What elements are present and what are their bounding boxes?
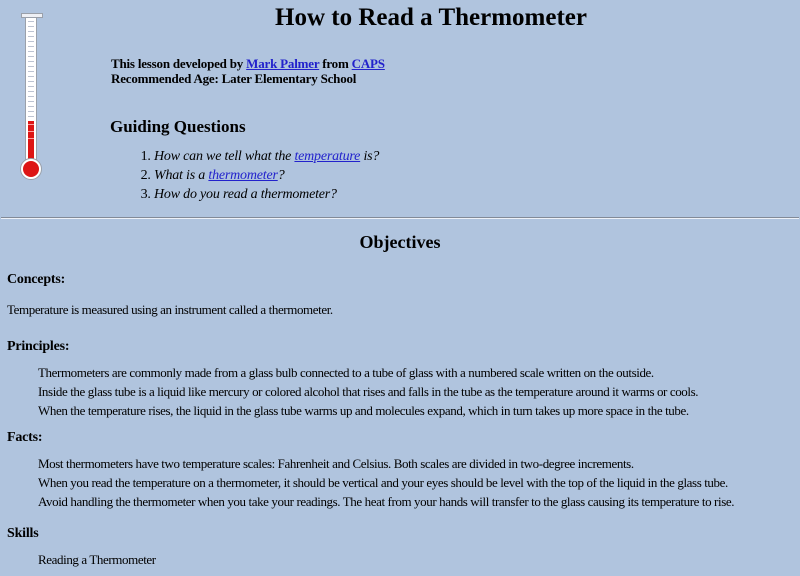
concepts-label: Concepts: xyxy=(7,272,66,287)
page-title: How to Read a Thermometer xyxy=(275,4,587,31)
guiding-question-3 xyxy=(154,185,752,204)
objectives-section xyxy=(0,231,800,569)
lesson-credit xyxy=(111,56,752,86)
skills-list xyxy=(7,550,793,569)
concepts-text: Temperature is measured using an instrument called a thermometer. xyxy=(7,302,333,317)
question-text: How can we tell what the xyxy=(154,149,295,164)
guiding-question-1 xyxy=(154,147,752,166)
thermometer-link[interactable]: thermometer xyxy=(208,168,278,183)
principle-text: Thermometers are commonly made from a glass bulb connected to a tube of glass with a numbered scale written on the outside. xyxy=(38,365,654,380)
fact-text: Avoid handling the thermometer when you take your readings. The heat from your hands will transfer to the glass causing its temperature to rise. xyxy=(38,494,735,509)
page-header xyxy=(0,0,800,204)
thermometer-cap xyxy=(21,13,43,18)
fact-text: When you read the temperature on a thermometer, it should be vertical and your eyes should be level with the top of the liquid in the glass tube. xyxy=(38,475,728,490)
list-item xyxy=(38,492,793,511)
list-item xyxy=(38,363,793,382)
thermometer-icon xyxy=(15,13,49,181)
principle-text: When the temperature rises, the liquid in the glass tube warms up and molecules expand, which in turn takes up more space in the tube. xyxy=(38,403,689,418)
question-text: What is a xyxy=(154,168,209,183)
recommended-age: Recommended Age: Later Elementary School xyxy=(111,71,357,86)
question-text: is? xyxy=(360,149,380,164)
guiding-question-2 xyxy=(154,166,752,185)
list-item xyxy=(38,550,793,569)
list-item xyxy=(38,454,793,473)
guiding-questions-heading: Guiding Questions xyxy=(110,117,246,136)
thermometer-mercury-ticks xyxy=(28,124,34,144)
header-content xyxy=(110,0,800,204)
org-link[interactable]: CAPS xyxy=(351,56,385,71)
objectives-heading: Objectives xyxy=(359,232,441,252)
question-text: How do you read a thermometer? xyxy=(154,187,337,202)
guiding-questions-list xyxy=(110,147,752,204)
thermometer-column xyxy=(0,0,110,204)
principles-label: Principles: xyxy=(7,339,70,354)
principle-text: Inside the glass tube is a liquid like mercury or colored alcohol that rises and falls in the tube as the temperature around it warms or cools. xyxy=(38,384,699,399)
credit-line xyxy=(111,56,752,71)
list-item xyxy=(38,473,793,492)
credit-middle: from xyxy=(319,56,352,71)
facts-list xyxy=(7,454,793,511)
section-divider xyxy=(1,217,799,219)
list-item xyxy=(38,401,793,420)
list-item xyxy=(38,382,793,401)
thermometer-scale-ticks xyxy=(28,21,34,121)
facts-label: Facts: xyxy=(7,430,43,445)
principles-list xyxy=(7,363,793,420)
credit-prefix: This lesson developed by xyxy=(111,56,247,71)
question-text: ? xyxy=(277,168,285,183)
skill-text: Reading a Thermometer xyxy=(38,552,156,567)
fact-text: Most thermometers have two temperature scales: Fahrenheit and Celsius. Both scales are divided in two-degree increments. xyxy=(38,456,634,471)
temperature-link[interactable]: temperature xyxy=(294,149,361,164)
skills-label: Skills xyxy=(7,526,39,541)
author-link[interactable]: Mark Palmer xyxy=(246,56,320,71)
thermometer-bulb-mercury xyxy=(23,161,39,177)
